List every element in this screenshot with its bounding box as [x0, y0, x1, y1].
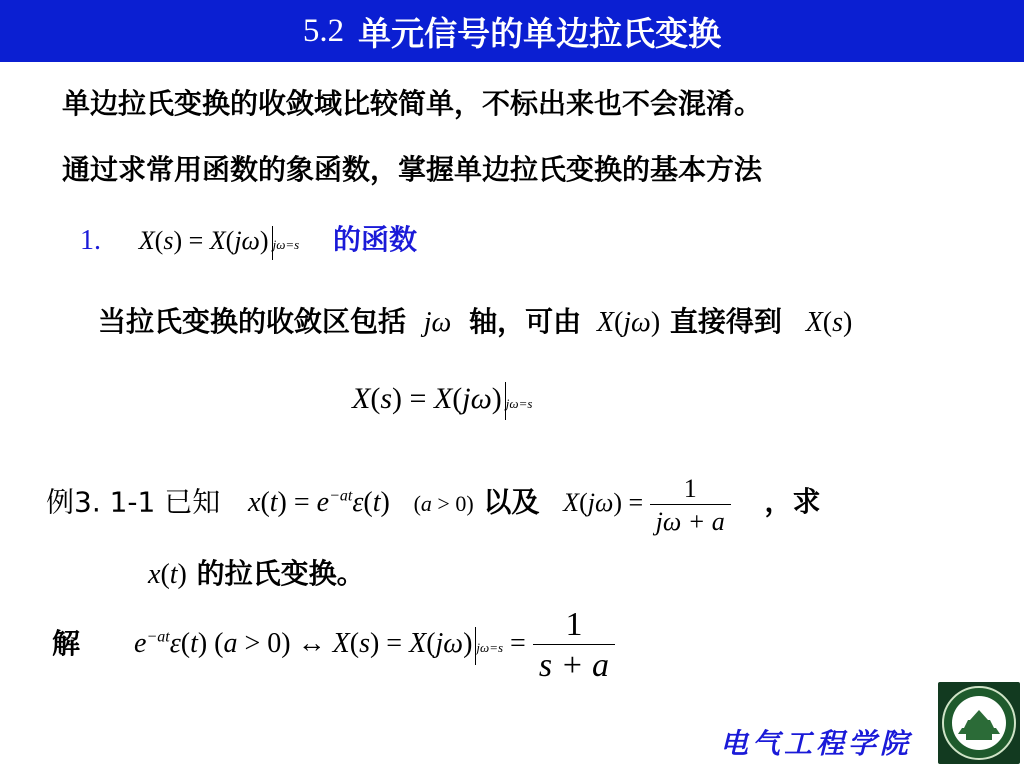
xs-symbol: X(s) [805, 307, 853, 338]
xt-symbol: x(t) [148, 559, 187, 590]
condition-mid: 轴，可由 [469, 305, 582, 338]
example-and: 以及 [483, 485, 540, 519]
paragraph-1: 单边拉氏变换的收敛域比较简单，不标出来也不会混淆。 [62, 87, 763, 120]
section-number: 5.2 [302, 12, 345, 49]
example-label: 例3. 1-1 已知 [46, 485, 221, 519]
example-ask: ，求 [764, 485, 821, 519]
example-line-2 [148, 552, 365, 592]
university-logo [938, 682, 1020, 764]
paragraph-2: 通过求常用函数的象函数，掌握单边拉氏变换的基本方法 [62, 153, 763, 186]
condition-pre: 当拉氏变换的收敛区包括 [98, 305, 407, 338]
item-1-label: 的函数 [332, 223, 417, 256]
example-condition: (a > 0) [413, 491, 474, 517]
jw-symbol: jω [423, 307, 452, 338]
footer-school: 电气工程学院 [720, 727, 913, 760]
item-1 [80, 218, 417, 260]
slide-title [0, 0, 1024, 62]
section-title: 单元信号的单边拉氏变换 [358, 13, 722, 53]
example-ft: X(jω) = $\frac{1}{j\omega + a}$ [563, 488, 731, 517]
example-function: $x(t) = e^{-at}\varepsilon(t)$ [248, 487, 390, 519]
example-tail: 的拉氏变换。 [196, 557, 365, 590]
condition-line [98, 300, 852, 340]
solution-formula: $e^{-at}\varepsilon(t) (a > 0)$ ↔ X(s) = X(jω) jω=s = $\frac{1}{s + a}$ [134, 606, 615, 685]
item-1-number: 1. [80, 225, 101, 256]
item-1-formula: X(s) = X(jω) jω=s [139, 226, 299, 255]
main-formula: X(s) = X(jω) jω=s [352, 382, 532, 420]
solution-label: 解 [52, 627, 81, 660]
condition-post: 直接得到 [669, 305, 782, 338]
xjw-symbol: X(jω) [596, 307, 661, 338]
example-line [46, 474, 821, 537]
